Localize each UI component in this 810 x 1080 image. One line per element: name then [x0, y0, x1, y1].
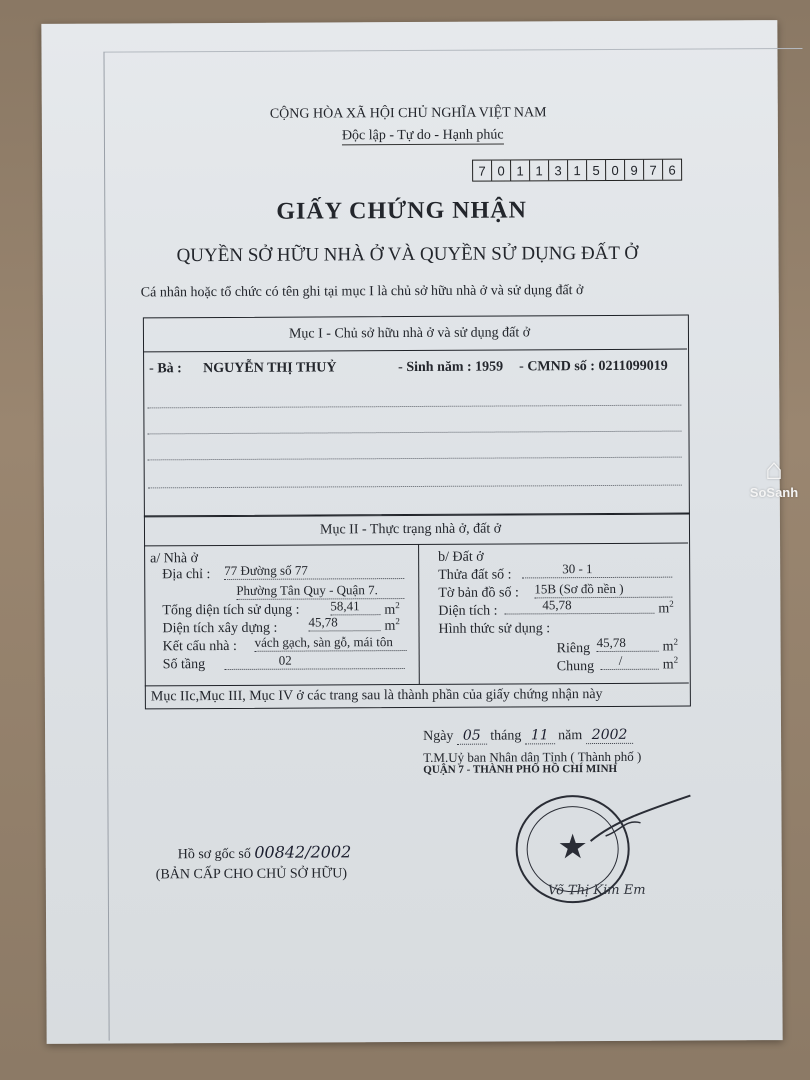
- house-icon: ⌂: [764, 453, 784, 486]
- copy-note: (BẢN CẤP CHO CHỦ SỞ HỮU): [155, 866, 348, 883]
- issue-date: Ngày 05 tháng 11 năm 2002: [423, 727, 633, 745]
- serial-digit: 1: [530, 160, 549, 180]
- shared-label: Chung: [556, 659, 595, 675]
- star-icon: ★: [557, 829, 588, 867]
- owner-birth-year: - Sinh năm : 1959: [398, 359, 504, 376]
- motto: Độc lập - Tự do - Hạnh phúc: [341, 127, 504, 144]
- republic-heading: CỘNG HÒA XÃ HỘI CHỦ NGHĨA VIỆT NAM: [269, 105, 547, 122]
- serial-digit: 0: [606, 160, 625, 180]
- floors-label: Số tầng: [162, 657, 206, 673]
- land-area-label: Diện tích :: [438, 603, 498, 619]
- private-area-value: 45,78: [597, 635, 659, 652]
- address-line-2: Phường Tân Quy - Quận 7.: [236, 582, 404, 600]
- serial-digit: 0: [492, 160, 511, 180]
- issue-month: 11: [525, 727, 555, 744]
- build-area-label: Diện tích xây dựng :: [162, 620, 278, 637]
- file-number: Hồ sơ gốc số 00842/2002: [177, 842, 352, 863]
- district-stamp: QUẬN 7 - THÀNH PHỐ HỒ CHÍ MINH: [423, 762, 618, 776]
- total-area-value: 58,41: [330, 598, 380, 615]
- certificate-page: [41, 20, 782, 1044]
- serial-digit: 9: [625, 160, 644, 180]
- serial-digit: 7: [473, 161, 492, 181]
- signer-name: Võ Thị Kim Em: [547, 882, 646, 899]
- signature-stroke: [585, 791, 695, 852]
- parcel-label: Thửa đất số :: [438, 567, 512, 583]
- private-area-unit: $m^2$: [662, 636, 678, 655]
- owner-id-number: - CMND số : 0211099019: [519, 358, 668, 375]
- serial-number: [472, 159, 682, 182]
- total-area-unit: $m^2$: [384, 600, 400, 618]
- build-area-unit: $m^2$: [384, 616, 400, 634]
- serial-digit: 5: [587, 160, 606, 180]
- footer-note: Mục IIc,Mục III, Mục IV ở các trang sau là thành phần của giấy chứng nhận này: [150, 687, 603, 705]
- land-area-unit: $m^2$: [658, 598, 674, 617]
- private-label: Riêng: [556, 641, 591, 657]
- owner-name: NGUYỄN THỊ THUỶ: [203, 360, 337, 377]
- watermark-logo: [738, 455, 810, 525]
- serial-digit: 1: [511, 160, 530, 180]
- map-label: Tờ bản đồ số :: [438, 585, 519, 601]
- address-line-1: 77 Đường số 77: [224, 562, 404, 580]
- structure-label: Kết cấu nhà :: [162, 638, 237, 655]
- section-1-heading: Mục I - Chủ sở hữu nhà ở và sử dụng đất ở: [288, 325, 531, 342]
- structure-value: vách gạch, sàn gỗ, mái tôn: [255, 634, 407, 652]
- map-value: 15B (Sơ đồ nền ): [534, 581, 672, 599]
- land-area-value: 45,78: [504, 597, 654, 615]
- serial-digit: 6: [668, 162, 676, 178]
- shared-area-unit: $m^2$: [662, 654, 679, 673]
- issue-year: 2002: [586, 727, 634, 744]
- house-title: a/ Nhà ở: [150, 551, 199, 567]
- serial-digit: 3: [549, 160, 568, 180]
- committee-title: T.M.Uỷ ban Nhân dân Tỉnh ( Thành phố ): [423, 748, 642, 765]
- floors-value: 02: [225, 652, 405, 670]
- watermark-text: SoSanh: [749, 485, 799, 500]
- certificate-subtitle: QUYỀN SỞ HỮU NHÀ Ở VÀ QUYỀN SỬ DỤNG ĐẤT Ở: [176, 242, 639, 267]
- shared-area-value: /: [601, 653, 659, 670]
- serial-digit: 1: [568, 160, 587, 180]
- file-number-value: 00842/2002: [254, 842, 352, 862]
- certificate-title: GIẤY CHỨNG NHẬN: [276, 197, 527, 225]
- parcel-value: 30 - 1: [522, 561, 672, 579]
- section-2-heading: Mục II - Thực trạng nhà ở, đất ở: [319, 521, 502, 538]
- total-area-label: Tổng diện tích sử dụng :: [162, 602, 300, 619]
- build-area-value: 45,78: [308, 614, 380, 631]
- address-label: Địa chỉ :: [162, 567, 211, 583]
- issue-day: 05: [457, 728, 487, 745]
- usage-label: Hình thức sử dụng :: [438, 621, 551, 637]
- land-title: b/ Đất ở: [438, 549, 484, 565]
- owner-prefix: - Bà :: [149, 361, 182, 377]
- serial-digit: 7: [644, 160, 663, 180]
- certificate-intro: Cá nhân hoặc tổ chức có tên ghi tại mục I là chủ sở hữu nhà ở và sử dụng đất ở: [140, 283, 584, 301]
